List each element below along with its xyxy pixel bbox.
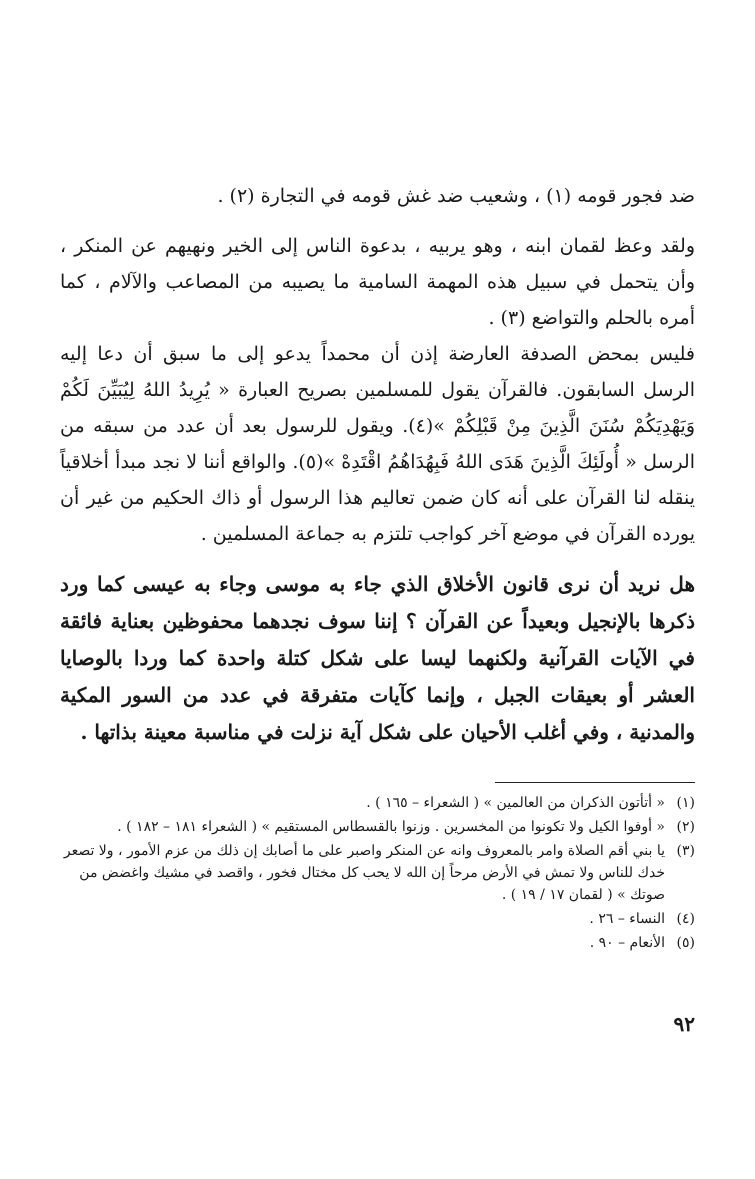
paragraph-2-text: فليس بمحض الصدفة العارضة إذن أن محمداً يدعو إلى ما سبق أن دعا إليه الرسل السابقون. فالقرآن يقول للمسلمين بصريح العبارة « يُرِيدُ اللهُ لِيُبَيِّنَ لَكُمْ وَيَهْدِيَكُمْ سُنَنَ الَّذِينَ مِنْ قَبْلِكُمْ »(٤). ويقول للرسول بعد أن عدد من سبقه من الرسل « أُولَئِكَ الَّذِينَ هَدَى اللهُ فَبِهُدَاهُمُ اقْتَدِهْ »(٥). والواقع أننا لا نجد مبدأ أخلاقياً ينقله لنا القرآن على أنه كان ضمن تعاليم هذا الرسول أو ذاك الحكيم من غير أن يورده القرآن في موضع آخر كواجب تلتزم به جماعة المسلمين . xyxy=(60,343,695,545)
page-number: ٩٢ xyxy=(673,1012,695,1036)
footnote-4 xyxy=(60,908,695,930)
footnote-text: الأنعام – ٩٠ . xyxy=(589,935,665,951)
footnote-separator xyxy=(495,782,695,783)
footnote-2 xyxy=(60,816,695,838)
footnote-text: النساء – ٢٦ . xyxy=(589,911,665,927)
footnote-1 xyxy=(60,792,695,814)
paragraph-3-text: هل نريد أن نرى قانون الأخلاق الذي جاء به موسى وجاء به عيسى كما ورد ذكرها بالإنجيل وبعيداً عن القرآن ؟ إننا سوف نجدهما محفوظين بعناية فائقة في الآيات القرآنية ولكنهما ليسا على شكل كتلة واحدة كما وردا بالوصايا العشر أو بعيقات الجبل ، وإنما كآيات متفرقة في عدد من السور المكية والمدنية ، وفي أغلب الأحيان على شكل آية نزلت في مناسبة معينة بذاتها . xyxy=(60,572,695,744)
footnote-3 xyxy=(60,840,695,906)
footnote-text: « أوفوا الكيل ولا تكونوا من المخسرين . وزنوا بالقسطاس المستقيم » ( الشعراء ١٨١ – ١٨٢ ) . xyxy=(117,819,665,835)
paragraph-1-text: ولقد وعظ لقمان ابنه ، وهو يربيه ، بدعوة الناس إلى الخير ونهيهم عن المنكر ، وأن يتحمل في سبيل هذه المهمة السامية ما يصيبه من المصاعب والآلام ، كما أمره بالحلم والتواضع (٣) . xyxy=(60,235,695,329)
footnotes xyxy=(60,790,695,956)
footnote-5 xyxy=(60,932,695,954)
footnote-text: يا بني أقم الصلاة وامر بالمعروف وانه عن المنكر واصبر على ما أصابك إن ذلك من عزم الأمور ، ولا تصعر خدك للناس ولا تمش في الأرض مرحاً إن الله لا يحب كل مختال فخور ، واقصد في مشيك واغضض من صوتك » ( لقمان ١٧ / ١٩ ) . xyxy=(63,843,665,903)
footnote-number: (٤) xyxy=(676,911,695,927)
footnote-number: (١) xyxy=(676,795,695,811)
opening-line-text: ضد فجور قومه (١) ، وشعيب ضد غش قومه في التجارة (٢) . xyxy=(217,185,695,207)
paragraph-1 xyxy=(60,228,695,336)
paragraph-3 xyxy=(60,566,695,751)
footnote-number: (٥) xyxy=(676,935,695,951)
footnote-text: « أتأتون الذكران من العالمين » ( الشعراء – ١٦٥ ) . xyxy=(366,795,665,811)
paragraph-2 xyxy=(60,336,695,552)
opening-line xyxy=(60,178,695,214)
footnote-number: (٢) xyxy=(676,819,695,835)
footnote-number: (٣) xyxy=(676,843,695,859)
